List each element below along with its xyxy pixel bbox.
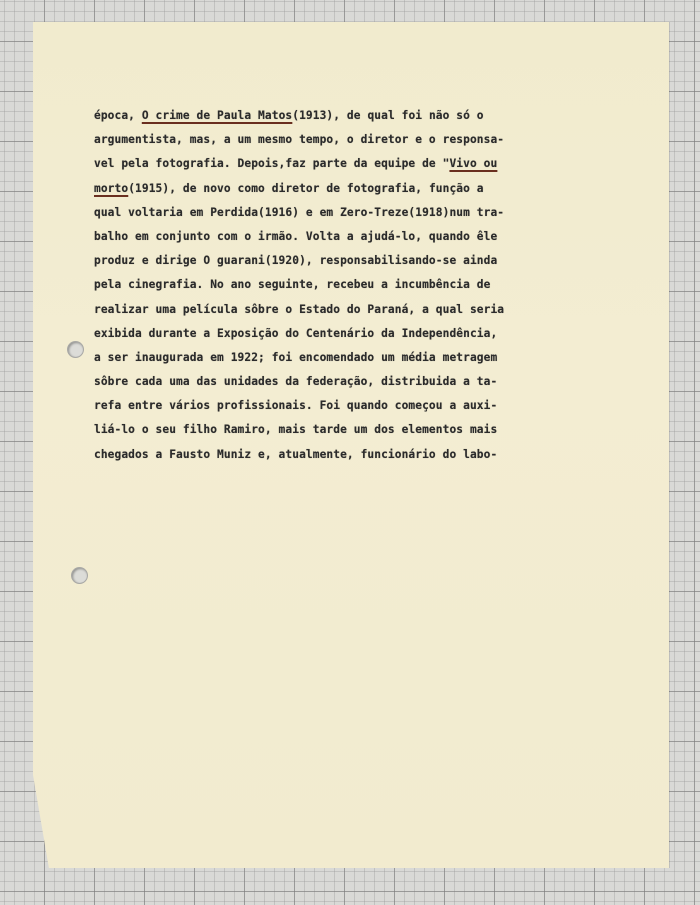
- text-line: [94, 394, 564, 418]
- text-span: produz e dirige O guarani(1920), responsabilisando-se ainda: [94, 254, 498, 268]
- underlined-title: morto: [94, 181, 129, 195]
- text-span: pela cinegrafia. No ano seguinte, recebeu a incumbência de: [94, 278, 491, 292]
- text-span: exibida durante a Exposição do Centenário da Independência,: [94, 326, 498, 340]
- punch-hole-upper: [67, 341, 84, 358]
- text-span: (1915), de novo como diretor de fotografia, função a: [128, 181, 484, 195]
- text-line: [94, 273, 564, 297]
- text-span: vel pela fotografia. Depois,faz parte da equipe de ": [94, 157, 450, 171]
- text-span: chegados a Fausto Muniz e, atualmente, funcionário do labo-: [94, 447, 498, 461]
- text-span: liá-lo o seu filho Ramiro, mais tarde um dos elementos mais: [94, 423, 498, 437]
- text-line: [94, 177, 564, 201]
- text-line: [94, 346, 564, 370]
- text-line: [94, 418, 564, 442]
- text-line: [94, 298, 564, 322]
- text-line: [94, 201, 564, 225]
- text-span: (1913), de qual foi não só o: [292, 109, 484, 122]
- text-line: [94, 104, 564, 128]
- text-line: [94, 152, 564, 176]
- text-line: [94, 322, 564, 346]
- underlined-title: Vivo ou: [449, 157, 498, 171]
- text-span: qual voltaria em Perdida(1916) e em Zero-Treze(1918)num tra-: [94, 205, 505, 219]
- text-line: [94, 225, 564, 249]
- text-span: época,: [94, 109, 142, 122]
- text-span: balho em conjunto com o irmão. Volta a ajudá-lo, quando êle: [94, 229, 498, 243]
- text-line: [94, 128, 564, 152]
- text-span: a ser inaugurada em 1922; foi encomendado um média metragem: [94, 350, 498, 364]
- typewritten-text: [94, 104, 564, 467]
- text-line: [94, 249, 564, 273]
- punch-hole-lower: [71, 567, 88, 584]
- text-line: [94, 443, 564, 467]
- text-span: realizar uma película sôbre o Estado do Paraná, a qual seria: [94, 302, 505, 316]
- text-span: refa entre vários profissionais. Foi quando começou a auxi-: [94, 399, 498, 413]
- text-span: sôbre cada uma das unidades da federação, distribuida a ta-: [94, 375, 498, 389]
- text-line: [94, 370, 564, 394]
- underlined-title: O crime de Paula Matos: [141, 109, 293, 122]
- text-span: argumentista, mas, a um mesmo tempo, o diretor e o responsa-: [94, 133, 505, 147]
